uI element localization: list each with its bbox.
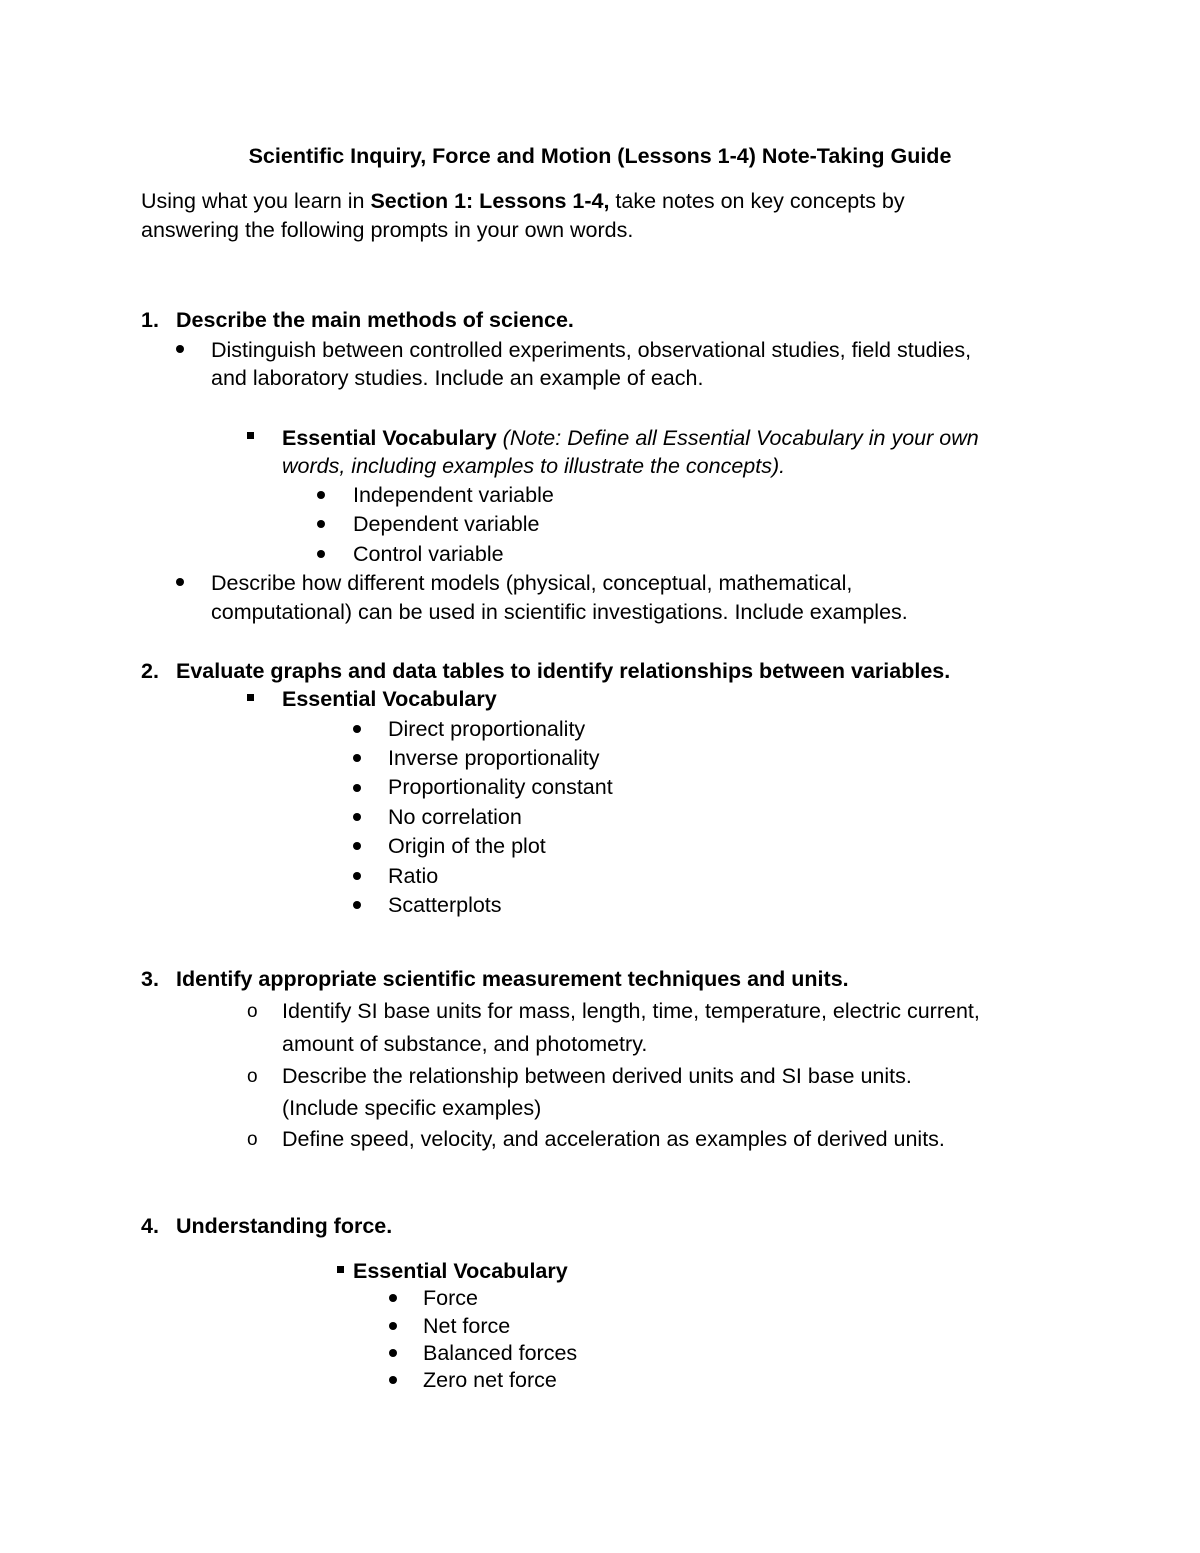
bullet-icon (353, 872, 361, 880)
bullet-icon (317, 550, 325, 558)
bullet-icon (389, 1294, 397, 1302)
bullet-icon (389, 1376, 397, 1384)
s2-vocab-item: Scatterplots (388, 893, 502, 917)
intro-section-ref: Section 1: Lessons 1-4, (370, 189, 610, 213)
bullet-icon (353, 842, 361, 850)
s3-item-2-line-1: Describe the relationship between derived units and SI base units. (282, 1064, 912, 1088)
bullet-icon (317, 491, 325, 499)
intro-text-pre: Using what you learn in (141, 189, 371, 213)
section-1-heading: Describe the main methods of science. (176, 308, 574, 332)
square-bullet-icon (247, 694, 254, 701)
bullet-icon (389, 1349, 397, 1357)
s1-vocab-item: Dependent variable (353, 512, 540, 536)
s2-vocab-item: Ratio (388, 864, 439, 888)
section-3-heading: Identify appropriate scientific measurement techniques and units. (176, 967, 849, 991)
s1-vocab-item: Independent variable (353, 483, 554, 507)
s3-item-1-line-2: amount of substance, and photometry. (282, 1032, 648, 1056)
s3-item-3-line-1: Define speed, velocity, and acceleration as examples of derived units. (282, 1127, 945, 1151)
s4-vocab-item: Net force (423, 1314, 511, 1338)
s3-item-1-line-1: Identify SI base units for mass, length, time, temperature, electric current, (282, 999, 980, 1023)
s1-essential-vocab-note: (Note: Define all Essential Vocabulary in your own (496, 426, 979, 450)
s2-vocab-item: No correlation (388, 805, 522, 829)
bullet-icon (176, 578, 184, 586)
intro-line-1 (141, 188, 905, 214)
s4-vocab-item: Balanced forces (423, 1341, 578, 1365)
s1-bullet-1-line-2: and laboratory studies. Include an example of each. (211, 366, 704, 390)
s1-bullet-2-line-2: computational) can be used in scientific investigations. Include examples. (211, 600, 908, 624)
page-title: Scientific Inquiry, Force and Motion (Lessons 1-4) Note-Taking Guide (248, 144, 952, 168)
bullet-icon (353, 754, 361, 762)
s2-vocab-item: Direct proportionality (388, 717, 586, 741)
intro-line-2: answering the following prompts in your own words. (141, 218, 634, 242)
square-bullet-icon (247, 432, 254, 439)
s4-vocab-item: Force (423, 1286, 478, 1310)
section-1-number: 1. (141, 308, 159, 332)
bullet-icon (176, 345, 184, 353)
section-3-number: 3. (141, 967, 159, 991)
square-bullet-icon (337, 1266, 344, 1273)
circle-bullet-icon: o (247, 1066, 258, 1087)
bullet-icon (317, 520, 325, 528)
s4-vocab-item: Zero net force (423, 1368, 557, 1392)
s3-item-2-line-2: (Include specific examples) (282, 1096, 542, 1120)
intro-text-post: take notes on key concepts by (609, 189, 905, 213)
bullet-icon (353, 813, 361, 821)
s2-vocab-item: Origin of the plot (388, 834, 546, 858)
s1-essential-vocab-note-line-2: words, including examples to illustrate the concepts). (282, 454, 786, 478)
s1-essential-vocab-line-1 (282, 425, 979, 451)
section-2-heading: Evaluate graphs and data tables to identify relationships between variables. (176, 659, 951, 683)
circle-bullet-icon: o (247, 1129, 258, 1150)
s1-essential-vocab-label: Essential Vocabulary (282, 426, 497, 450)
s2-essential-vocab-label: Essential Vocabulary (282, 687, 497, 711)
s1-bullet-1-line-1: Distinguish between controlled experiments, observational studies, field studies, (211, 338, 972, 362)
bullet-icon (353, 901, 361, 909)
bullet-icon (353, 725, 361, 733)
s4-essential-vocab-label: Essential Vocabulary (353, 1259, 568, 1283)
s2-vocab-item: Inverse proportionality (388, 746, 600, 770)
bullet-icon (353, 784, 361, 792)
s2-vocab-item: Proportionality constant (388, 775, 613, 799)
section-4-heading: Understanding force. (176, 1214, 393, 1238)
bullet-icon (389, 1322, 397, 1330)
section-2-number: 2. (141, 659, 159, 683)
s1-bullet-2-line-1: Describe how different models (physical, conceptual, mathematical, (211, 571, 853, 595)
section-4-number: 4. (141, 1214, 159, 1238)
circle-bullet-icon: o (247, 1001, 258, 1022)
s1-vocab-item: Control variable (353, 542, 504, 566)
